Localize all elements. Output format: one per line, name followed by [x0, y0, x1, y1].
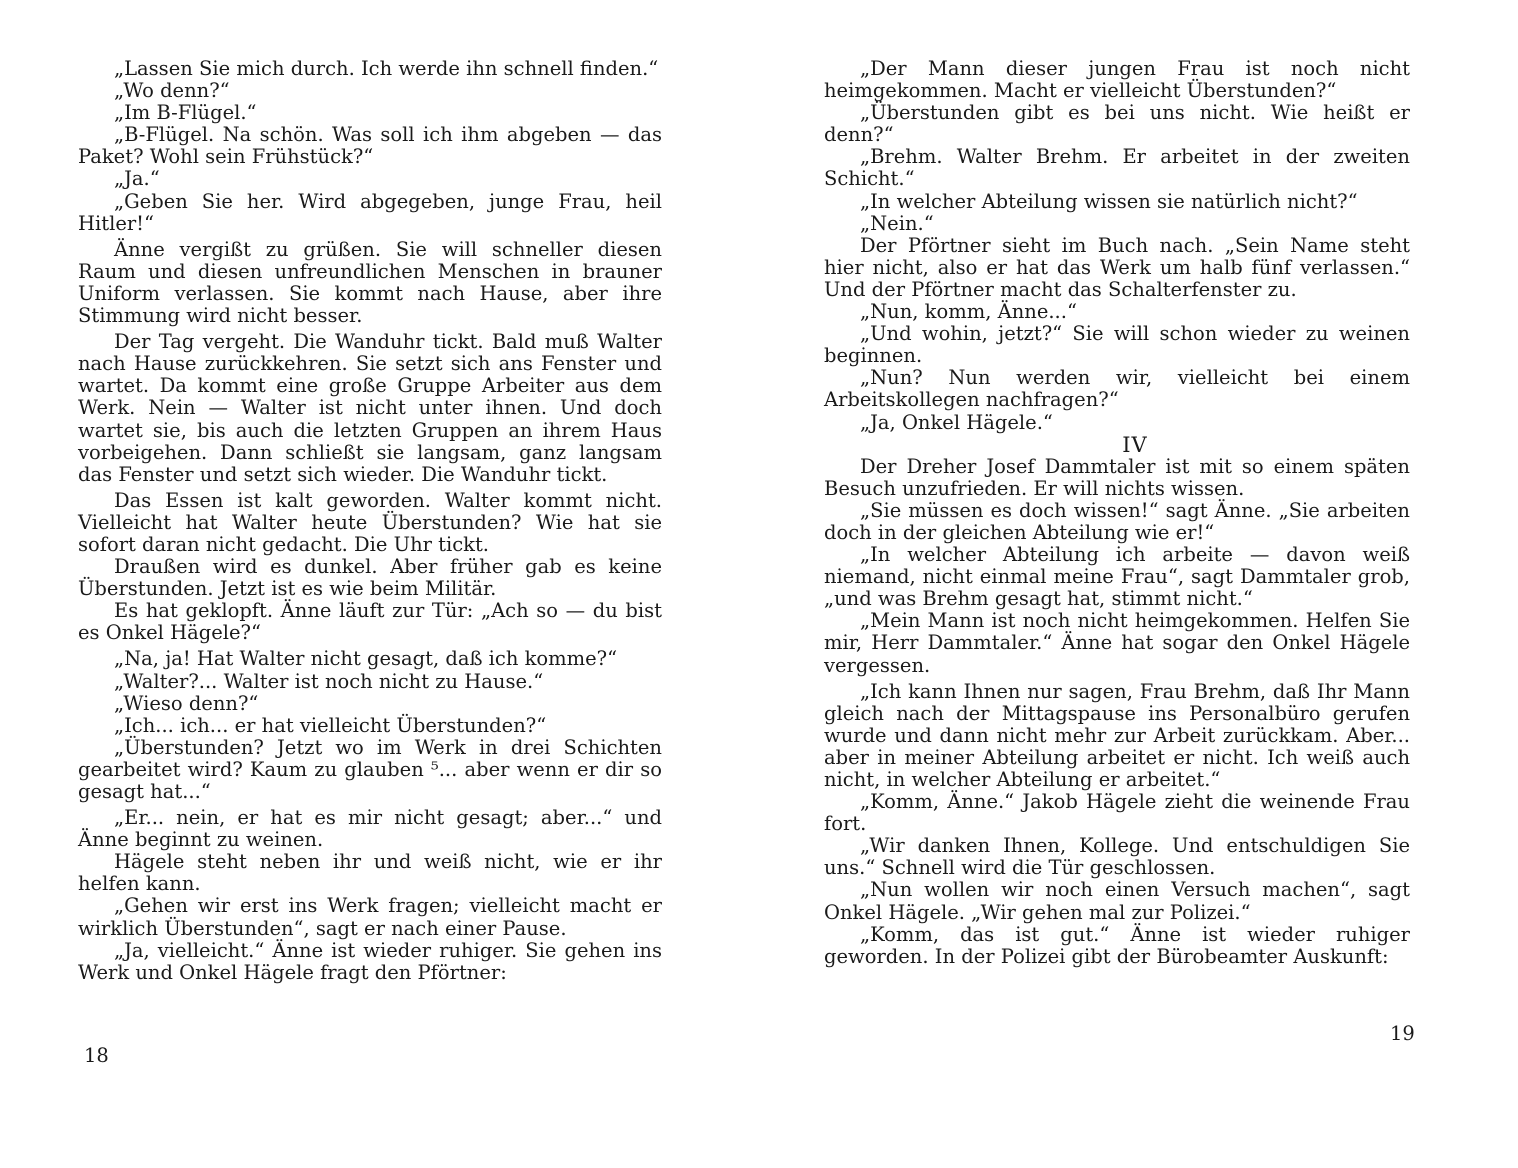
paragraph: Das Essen ist kalt geworden. Walter kommt nicht. Vielleicht hat Walter heute Überstunden? Wie hat sie sofort daran nicht gedacht. Die Uhr tickt.	[78, 488, 662, 556]
paragraph: „Im B-Flügel.“	[114, 101, 257, 125]
paragraph: „Sie müssen es doch wissen!“ sagt Änne. „Sie arbeiten doch in der gleichen Abteilung wie er!“	[824, 498, 1410, 544]
paragraph: „Gehen wir erst ins Werk fragen; vielleicht macht er wirklich Überstunden“, sagt er nach einer Pause.	[78, 894, 662, 940]
paragraph: Hägele steht neben ihr und weiß nicht, wie er ihr helfen kann.	[78, 850, 662, 896]
paragraph: „Nun, komm, Änne...“	[860, 300, 1077, 324]
paragraph: „Brehm. Walter Brehm. Er arbeitet in der zweiten Schicht.“	[824, 145, 1410, 191]
paragraph: „Ich... ich... er hat vielleicht Überstunden?“	[114, 713, 547, 737]
paragraph: „Wir danken Ihnen, Kollege. Und entschuldigen Sie uns.“ Schnell wird die Tür geschlossen.	[824, 834, 1410, 880]
paragraph: „Lassen Sie mich durch. Ich werde ihn schnell finden.“	[114, 57, 659, 80]
paragraph: „Nun wollen wir noch einen Versuch machen“, sagt Onkel Hägele. „Wir gehen mal zur Polizei.“	[824, 878, 1410, 924]
left-page	[78, 58, 662, 984]
paragraph: „Nein.“	[860, 211, 934, 235]
right-page	[824, 58, 1410, 968]
paragraph: „Geben Sie her. Wird abgegeben, junge Frau, heil Hitler!“	[78, 189, 662, 235]
paragraph: „Na, ja! Hat Walter nicht gesagt, daß ich komme?“	[114, 647, 618, 671]
paragraph: „Ja.“	[114, 167, 160, 191]
paragraph: „Ja, vielleicht.“ Änne ist wieder ruhiger. Sie gehen ins Werk und Onkel Hägele fragt den Pförtner:	[78, 938, 662, 984]
paragraph: „Walter?... Walter ist noch nicht zu Hause.“	[114, 669, 544, 693]
paragraph: „Und wohin, jetzt?“ Sie will schon wieder zu weinen beginnen.	[824, 322, 1410, 368]
paragraph: „Komm, Änne.“ Jakob Hägele zieht die weinende Frau fort.	[824, 790, 1410, 836]
paragraph: „Wo denn?“	[114, 79, 230, 103]
paragraph: „Überstunden gibt es bei uns nicht. Wie heißt er denn?“	[824, 101, 1410, 147]
paragraph: „In welcher Abteilung wissen sie natürlich nicht?“	[860, 189, 1358, 213]
paragraph: „Nun? Nun werden wir, vielleicht bei einem Arbeitskollegen nachfragen?“	[824, 366, 1410, 412]
paragraph: „Komm, das ist gut.“ Änne ist wieder ruhiger geworden. In der Polizei gibt der Bürobeamter Auskunft:	[824, 922, 1410, 968]
paragraph: Es hat geklopft. Änne läuft zur Tür: „Ach so — du bist es Onkel Hägele?“	[78, 599, 662, 645]
paragraph: „In welcher Abteilung ich arbeite — davon weiß niemand, nicht einmal meine Frau“, sagt Dammtaler grob, „und was Brehm gesagt hat, stimmt nicht.“	[824, 543, 1410, 611]
paragraph: „B-Flügel. Na schön. Was soll ich ihm abgeben — das Paket? Wohl sein Frühstück?“	[78, 123, 662, 169]
chapter-heading: IV	[1122, 432, 1148, 457]
paragraph: „Ja, Onkel Hägele.“	[860, 410, 1053, 434]
paragraph: Draußen wird es dunkel. Aber früher gab es keine Überstunden. Jetzt ist es wie beim Militär.	[78, 555, 662, 601]
paragraph: „Mein Mann ist noch nicht heimgekommen. Helfen Sie mir, Herr Dammtaler.“ Änne hat sogar den Onkel Hägele vergessen.	[824, 609, 1410, 677]
paragraph: Der Pförtner sieht im Buch nach. „Sein Name steht hier nicht, also er hat das Werk um halb fünf verlassen.“ Und der Pförtner macht das Schalterfenster zu.	[824, 233, 1410, 301]
paragraph: „Ich kann Ihnen nur sagen, Frau Brehm, daß Ihr Mann gleich nach der Mittagspause ins Personalbüro gerufen wurde und dann nicht mehr zur Arbeit zurückkam. Aber... aber in meiner Abteilung arbeitet er nicht. Ich weiß auch nicht, in welcher Abteilung er arbeitet.“	[824, 679, 1410, 791]
paragraph: Der Tag vergeht. Die Wanduhr tickt. Bald muß Walter nach Hause zurückkehren. Sie setzt sich ans Fenster und wartet. Da kommt eine große Gruppe Arbeiter aus dem Werk. Nein — Walter ist nicht unter ihnen. Und doch wartet sie, bis auch die letzten Gruppen an ihrem Haus vorbeigehen. Dann schließt sie langsam, ganz langsam das Fenster und setzt sich wieder. Die Wanduhr tickt.	[78, 330, 662, 486]
paragraph: „Er... nein, er hat es mir nicht gesagt; aber...“ und Änne beginnt zu weinen.	[78, 806, 662, 852]
paragraph: „Der Mann dieser jungen Frau ist noch nicht heimgekommen. Macht er vielleicht Überstunden?“	[824, 57, 1410, 103]
paragraph: „Überstunden? Jetzt wo im Werk in drei Schichten gearbeitet wird? Kaum zu glauben ⁵... aber wenn er dir so gesagt hat...“	[78, 735, 662, 803]
page-number: 18	[84, 1044, 109, 1067]
paragraph: Der Dreher Josef Dammtaler ist mit so einem späten Besuch unzufrieden. Er will nichts wissen.	[824, 454, 1410, 500]
paragraph: Änne vergißt zu grüßen. Sie will schneller diesen Raum und diesen unfreundlichen Menschen in brauner Uniform verlassen. Sie kommt nach Hause, aber ihre Stimmung wird nicht besser.	[78, 237, 662, 328]
page-number: 19	[1390, 1022, 1415, 1045]
paragraph: „Wieso denn?“	[114, 691, 259, 715]
